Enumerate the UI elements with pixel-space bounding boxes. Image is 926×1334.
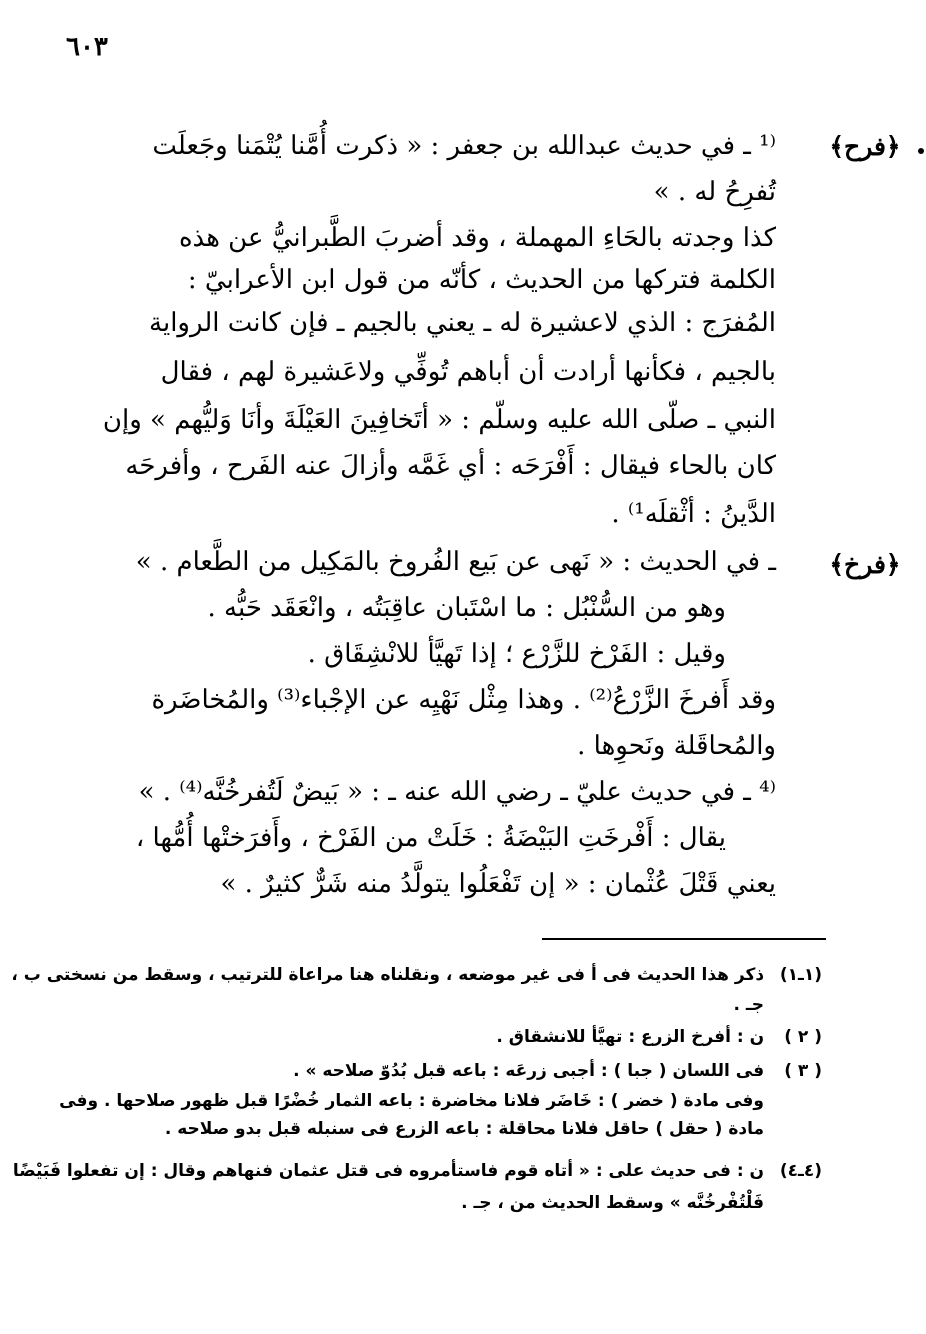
entry-line: النبي ـ صلّى الله عليه وسلّم : « أتَخافِينَ العَيْلَةَ وأنَا وَليُّهم » وإن xyxy=(102,405,776,435)
footnote-line: جـ . xyxy=(733,995,764,1015)
entry-line: وقد أَفرخَ الزَّرْعُ⁽²⁾ . وهذا مِثْل نَهْيِه عن الإجْباء⁽³⁾ والمُخاضَرة xyxy=(151,685,776,715)
entry-heading-farkh: ﴿فرخ﴾ xyxy=(829,550,901,579)
entry-line: كان بالحاء فيقال : أَفْرَحَه : أي غَمَّه وأزالَ عنه الفَرح ، وأفرحَه xyxy=(125,451,776,481)
footnote-marker: ( ٢ ) xyxy=(784,1027,822,1047)
footnote-line: مادة ( حقل ) حاقل فلانا محاقلة : باعه الزرع فى سنبله قبل بدو صلاحه . xyxy=(164,1119,764,1139)
entry-line: والمُحاقَلة ونَحوِها . xyxy=(577,731,776,761)
entry-line: بالجيم ، فكأنها أرادت أن أباهم تُوفِّي ولاعَشيرة لهم ، فقال xyxy=(160,357,776,387)
entry-line: ـ في الحديث : « نَهى عن بَيع الفُروخ بالمَكِيل من الطَّعام . » xyxy=(135,547,776,577)
entry-line: كذا وجدته بالحَاءِ المهملة ، وقد أضربَ الطَّبرانيُّ عن هذه xyxy=(178,223,776,253)
footnote-text: ن : فى حديث على : « أتاه قوم فاستأمروه فى قتل عثمان فنهاهم وقال : إن تفعلوا فَبَيْضًا xyxy=(12,1161,765,1181)
entry-line: الكلمة فتركها من الحديث ، كأنّه من قول ابن الأعرابيّ : xyxy=(187,265,776,295)
footnote-divider xyxy=(542,938,826,940)
entry-heading-farh: ﴿فرح﴾ xyxy=(829,132,901,161)
entry-line: يعني قَتْلَ عُثْمان : « إن تَفْعَلُوا يتولَّدُ منه شَرٌّ كثيرٌ . » xyxy=(220,869,776,899)
entry-line: وقيل : الفَرْخ للزَّرْع ؛ إذا تَهيَّأ للانْشِقَاق . xyxy=(307,639,726,669)
footnote-marker: ( ٣ ) xyxy=(784,1061,822,1081)
footnote-line: فَلْتُفْرخُنَّه » وسقط الحديث من ، جـ . xyxy=(461,1193,764,1213)
footnote-text: فى اللسان ( جبا ) : أجبى زرعَه : باعه قبل بُدُوّ صلاحه » . xyxy=(293,1061,765,1081)
footnote-line xyxy=(293,1058,822,1084)
footnote-line xyxy=(496,1024,822,1050)
entry-line: يقال : أَفْرخَتِ البَيْضَةُ : خَلَتْ من الفَرْخ ، وأَفرَختْها أُمُّها ، xyxy=(135,823,726,853)
entry-line: ⁽¹ ـ في حديث عبدالله بن جعفر : « ذكرت أُمَّنا يُتْمَنا وجَعلَت xyxy=(152,131,776,161)
footnote-text: ذكر هذا الحديث فى أ فى غير موضعه ، ونقلناه هنا مراعاة للترتيب ، وسقط من نسختى ب ، xyxy=(11,965,765,985)
footnote-line: وفى مادة ( خضر ) : خَاضَر فلانا مخاضرة : باعه الثمار خُضْرًا قبل ظهور صلاحها . وفى xyxy=(59,1091,764,1111)
entry-line: المُفرَج : الذي لاعشيرة له ـ يعني بالجيم ـ فإن كانت الرواية xyxy=(149,308,776,338)
footnote-marker: (٤ـ٤) xyxy=(779,1161,822,1181)
entry-line: تُفرِحُ له . » xyxy=(653,177,776,207)
entry-line: وهو من السُّنْبُل : ما اسْتَبان عاقِبَتُه ، وانْعَقَد حَبُّه . xyxy=(207,593,726,623)
page-number: ٦٠٣ xyxy=(66,32,108,62)
footnote-line xyxy=(13,1158,822,1184)
footnote-text: ن : أفرخ الزرع : تهيَّأ للانشقاق . xyxy=(496,1027,765,1047)
footnote-line xyxy=(11,962,822,988)
entry-line: ⁽⁴ ـ في حديث عليّ ـ رضي الله عنه ـ : « بَيضٌ لَتُفرخُنَّه⁽⁴⁾ . » xyxy=(138,777,776,807)
entry-line: الدَّينُ : أثْقلَه¹⁾ . xyxy=(611,499,776,529)
footnote-marker: (١ـ١) xyxy=(779,965,822,985)
